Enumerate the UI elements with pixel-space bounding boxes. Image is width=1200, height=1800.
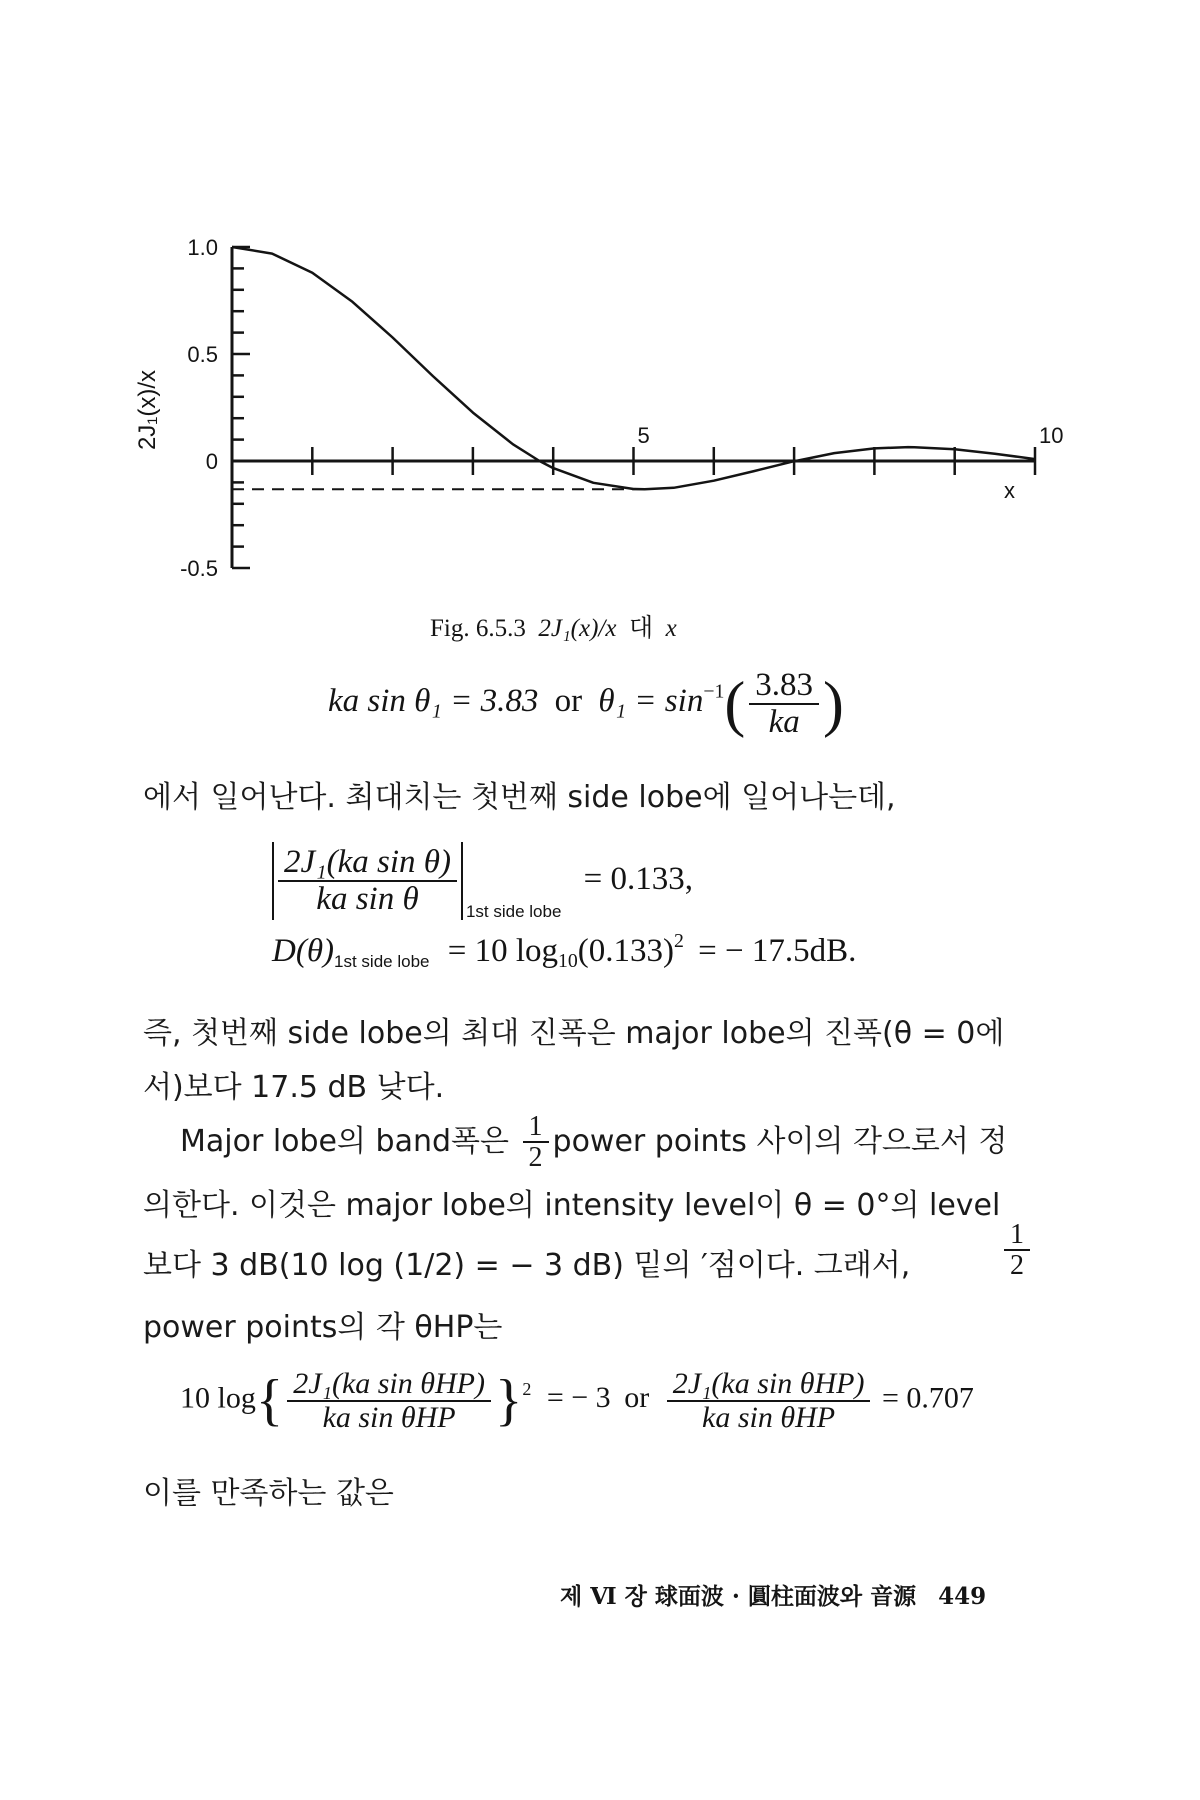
eq3-subscript: 1st side lobe xyxy=(334,951,430,971)
paragraph-line-4 xyxy=(180,1112,1007,1173)
caption-vs: 대 xyxy=(628,613,654,642)
paragraph-line-7: power points의 각 θHP는 xyxy=(143,1310,503,1345)
eq1-inverse: −1 xyxy=(703,680,725,703)
x-tick-label: 5 xyxy=(637,423,650,448)
y-tick-label: -0.5 xyxy=(180,556,218,581)
paragraph-line-6: 보다 3 dB(10 log (1/2) = − 3 dB) 밑의 ′점이다. 그래서, xyxy=(143,1248,911,1283)
eq2-numerator: 2J₁(ka sin θ) xyxy=(278,845,457,882)
eq1-lhs: ka sin θ₁ = 3.83 xyxy=(328,683,539,720)
half-denominator: 2 xyxy=(528,1142,543,1174)
page-footer xyxy=(560,1578,986,1611)
y-tick-label: 1.0 xyxy=(187,235,218,260)
eq1-denominator: ka xyxy=(768,703,800,740)
bessel-directivity-chart xyxy=(0,0,1200,640)
y-tick-label: 0.5 xyxy=(187,342,218,367)
eq3-log-base: 10 xyxy=(558,949,578,972)
half-numerator-2: 1 xyxy=(1004,1220,1030,1251)
eq1-theta: θ₁ = sin xyxy=(598,683,704,720)
eq3-rhs-c: = − 17.5dB. xyxy=(698,932,857,969)
half-numerator: 1 xyxy=(523,1112,549,1143)
eq3-rhs-a: = 10 log xyxy=(447,932,559,969)
line4-part-b: power points 사이의 각으로서 정 xyxy=(552,1123,1008,1159)
line4-part-a: Major lobe의 band폭은 xyxy=(180,1123,509,1159)
eq2-rhs: = 0.133, xyxy=(583,860,694,897)
equation-half-power: 10 log{ $\frac{\text{2J₁(ka sin θHP)}}{\text{ka sin θHP}}$ }$^2$ = − 3 or $\frac{\text{2J₁(ka sin θHP)}}{\text{ka sin θHP}}$ = 0.707 xyxy=(180,1367,974,1434)
chart-ticks xyxy=(232,247,1035,568)
chart-axes xyxy=(232,247,1035,568)
caption-formula: 2J₁(x)/x xyxy=(538,615,617,642)
eq4-or: or xyxy=(624,1381,650,1415)
eq1-or: or xyxy=(554,683,583,720)
eq3-rhs-b: (0.133) xyxy=(577,932,675,969)
figure-caption xyxy=(430,608,677,644)
paragraph-line-2: 즉, 첫번째 side lobe의 최대 진폭은 major lobe의 진폭(θ = 0에 xyxy=(143,1016,1005,1051)
eq3-square: 2 xyxy=(674,930,684,952)
eq2-subscript: 1st side lobe xyxy=(465,901,562,921)
eq1-numerator: 3.83 xyxy=(749,668,819,705)
eq4-prefix: 10 log xyxy=(180,1381,256,1415)
eq3-lhs: D(θ) xyxy=(272,932,335,969)
x-tick-label: 10 xyxy=(1039,423,1064,448)
x-axis-label: x xyxy=(1004,478,1015,503)
paragraph-line-5: 의한다. 이것은 major lobe의 intensity level이 θ = 0°의 level xyxy=(143,1188,1001,1223)
paragraph-line-1: 에서 일어난다. 최대치는 첫번째 side lobe에 일어나는데, xyxy=(143,780,896,815)
caption-var: x xyxy=(665,615,677,642)
caption-prefix: Fig. 6.5.3 xyxy=(430,615,526,642)
eq2-denominator: ka sin θ xyxy=(316,881,419,917)
eq4-numerator-2: 2J₁(ka sin θHP) xyxy=(667,1368,871,1402)
eq4-numerator: 2J₁(ka sin θHP) xyxy=(287,1368,491,1402)
equation-side-lobe-ratio xyxy=(272,842,693,922)
eq4-mid: = − 3 xyxy=(546,1381,611,1415)
y-axis-label: 2J₁(x)/x xyxy=(134,369,161,451)
eq4-rhs: = 0.707 xyxy=(881,1381,974,1415)
chart-tick-labels xyxy=(180,235,1063,581)
equation-directivity-db xyxy=(272,930,856,973)
paragraph-line-3: 서)보다 17.5 dB 낮다. xyxy=(143,1070,445,1105)
footer-chapter: 제 Ⅵ 장 球面波 · 圓柱面波와 音源 xyxy=(560,1583,917,1610)
equation-first-null: ka sin θ₁ = 3.83 or $\theta_1 = \sin^{-1}$( $\frac{3.83}{ka}$ ) xyxy=(328,667,844,740)
half-fraction-right xyxy=(1000,1220,1034,1281)
paragraph-line-8: 이를 만족하는 값은 xyxy=(143,1476,394,1511)
page-number: 449 xyxy=(938,1583,987,1610)
eq4-denominator-2: ka sin θHP xyxy=(702,1400,836,1434)
half-denominator-2: 2 xyxy=(1010,1250,1024,1282)
eq4-square: 2 xyxy=(522,1378,532,1399)
y-tick-label: 0 xyxy=(205,449,218,474)
eq4-denominator: ka sin θHP xyxy=(322,1400,456,1434)
